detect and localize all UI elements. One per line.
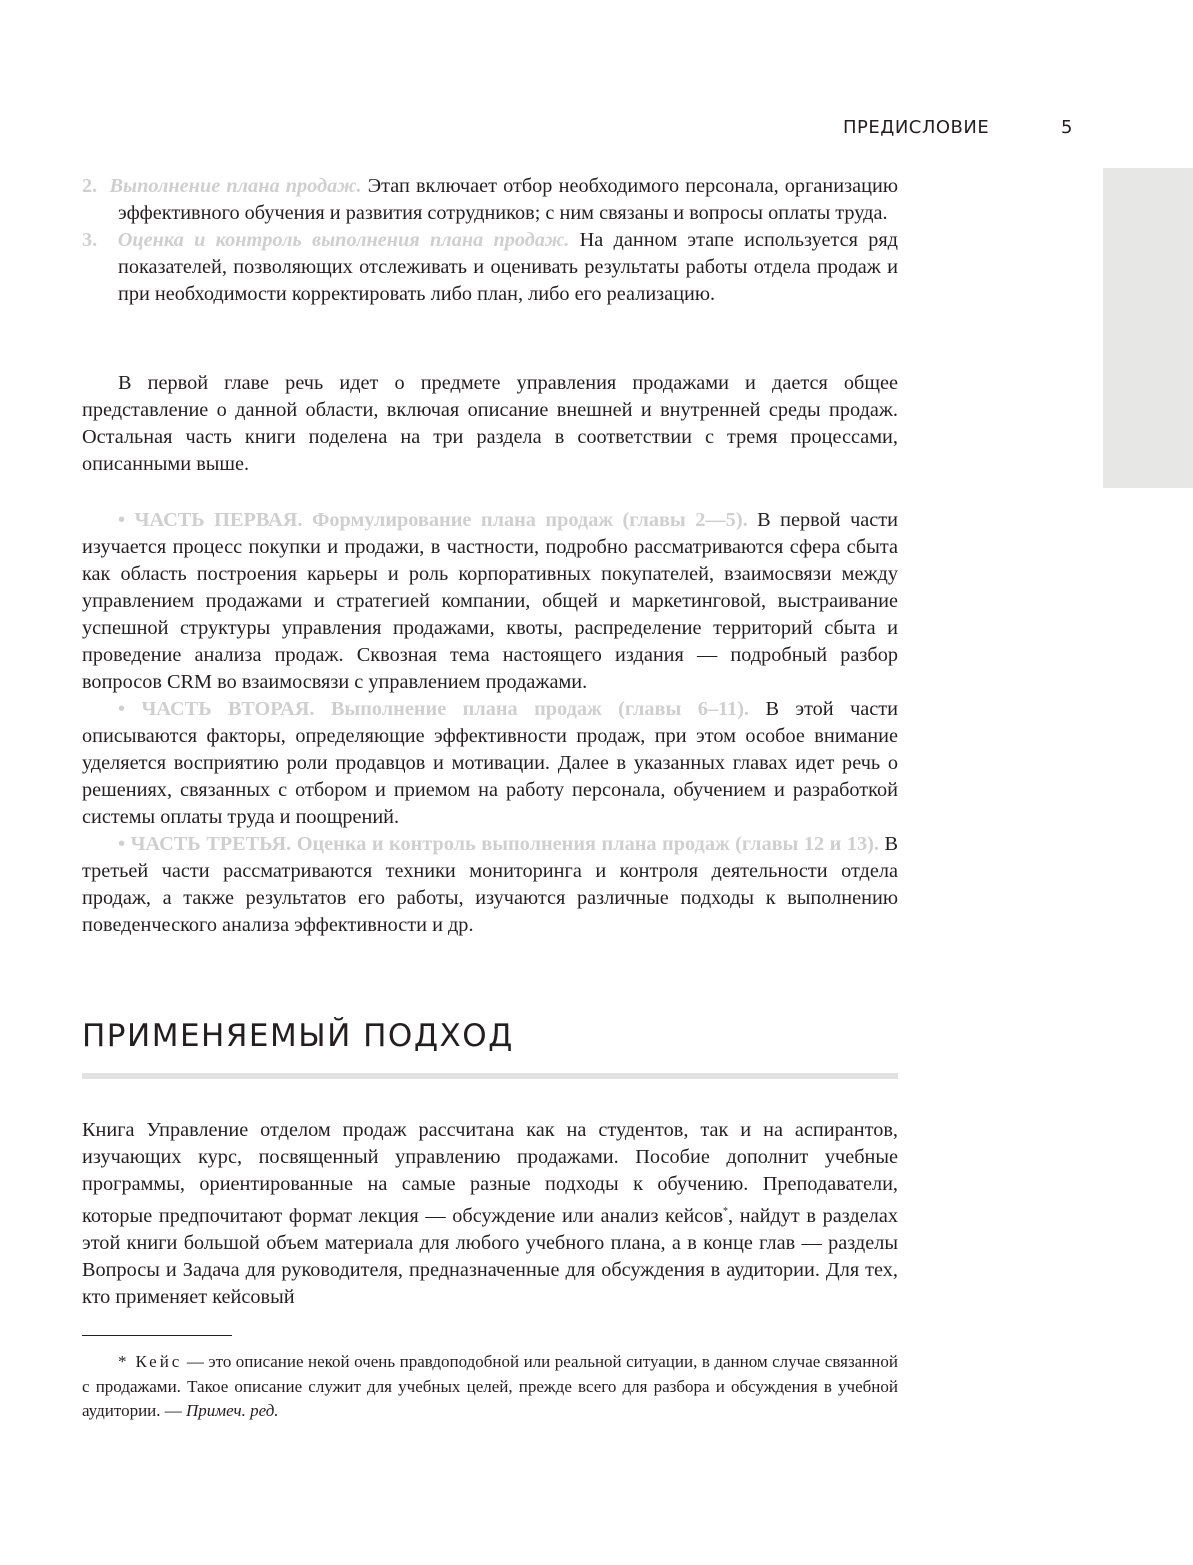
part-title: • ЧАСТЬ ПЕРВАЯ. Формулирование плана продаж (главы 2—5). xyxy=(118,509,748,531)
section-body xyxy=(82,1117,898,1311)
intro-paragraph: В первой главе речь идет о предмете управления продажами и дается общее представление о данной области, включая описание внешней и внутренней среды продаж. Остальная часть книги поделена на три раздела в соответствии с тремя процессами, описанными выше. xyxy=(82,372,898,475)
list-item: 3. Оценка и контроль выполнения плана продаж. На данном этапе используется ряд показателей, позволяющих отслеживать и оценивать результаты работы отдела продаж и при необходимости корректировать либо план, либо его реализацию. xyxy=(82,229,899,305)
running-header: ПРЕДИСЛОВИЕ xyxy=(843,117,990,138)
numbered-list xyxy=(82,173,898,308)
heading-rule xyxy=(82,1073,898,1079)
section-heading: ПРИМЕНЯЕМЫЙ ПОДХОД xyxy=(82,1018,514,1054)
part-paragraph: • ЧАСТЬ ПЕРВАЯ. Формулирование плана продаж (главы 2—5). В первой части изучается процесс покупки и продажи, в частности, подробно рассматриваются сфера сбыта как область построения карьеры и роль корпоративных покупателей, взаимосвязи между управлением продажами и стратегией компании, общей и маркетинговой, выстраивание успешной структуры управления продажами, квоты, распределение территорий сбыта и проведение анализа продаж. Сквозная тема настоящего издания — подробный разбор вопросов CRM во взаимосвязи с управлением продажами. xyxy=(82,509,898,693)
body-text xyxy=(82,370,898,478)
parts-list xyxy=(82,507,898,939)
part-paragraph: • ЧАСТЬ ТРЕТЬЯ. Оценка и контроль выполнения плана продаж (главы 12 и 13). В третьей части рассматриваются техники мониторинга и контроля деятельности отдела продаж, а также результатов его работы, изучаются различные подходы к выполнению поведенческого анализа эффективности и др. xyxy=(82,833,898,936)
section-paragraph: Книга Управление отделом продаж рассчитана как на студентов, так и на аспирантов, изучающих курс, посвященный управлению продажами. Пособие дополнит учебные программы, ориентированные на самые разные подходы к обучению. Преподаватели, которые предпочитают формат лекция — обсуждение или анализ кейсов*, найдут в разделах этой книги большой объем материала для любого учебного плана, а в конце глав — разделы Вопросы и Задача для руководителя, предназначенные для обсуждения в аудитории. Для тех, кто применяет кейсовый xyxy=(82,1119,898,1308)
page-number: 5 xyxy=(1061,117,1073,138)
footnote-divider xyxy=(82,1335,232,1336)
footnote-term: Кейс xyxy=(135,1352,183,1371)
part-paragraph: • ЧАСТЬ ВТОРАЯ. Выполнение плана продаж (главы 6–11). В этой части описываются факторы, определяющие эффективности продаж, при этом особое внимание уделяется восприятию роли продавцов и мотивации. Далее в указанных главах идет речь о решениях, связанных с отбором и приемом на работу персонала, обучением и разработкой системы оплаты труда и поощрений. xyxy=(82,698,898,828)
footnote-ref: * xyxy=(723,1206,729,1217)
list-item: 2. Выполнение плана продаж. Этап включает отбор необходимого персонала, организацию эффективного обучения и развития сотрудников; с ним связаны и вопросы оплаты труда. xyxy=(82,175,898,224)
footnote: * Кейс — это описание некой очень правдоподобной или реальной ситуации, в данном случае связанной с продажами. Такое описание служит для учебных целей, прежде всего для разбора и обсуждения в учебной аудитории. — Примеч. ред. xyxy=(82,1352,899,1420)
chapter-thumb-tab xyxy=(1103,168,1193,488)
list-item-title: Оценка и контроль выполнения плана продаж. xyxy=(117,229,570,251)
part-title: • ЧАСТЬ ВТОРАЯ. Выполнение плана продаж (главы 6–11). xyxy=(118,698,750,720)
part-title: • ЧАСТЬ ТРЕТЬЯ. Оценка и контроль выполнения плана продаж (главы 12 и 13). xyxy=(118,833,879,855)
list-item-title: Выполнение плана продаж. xyxy=(109,175,362,197)
